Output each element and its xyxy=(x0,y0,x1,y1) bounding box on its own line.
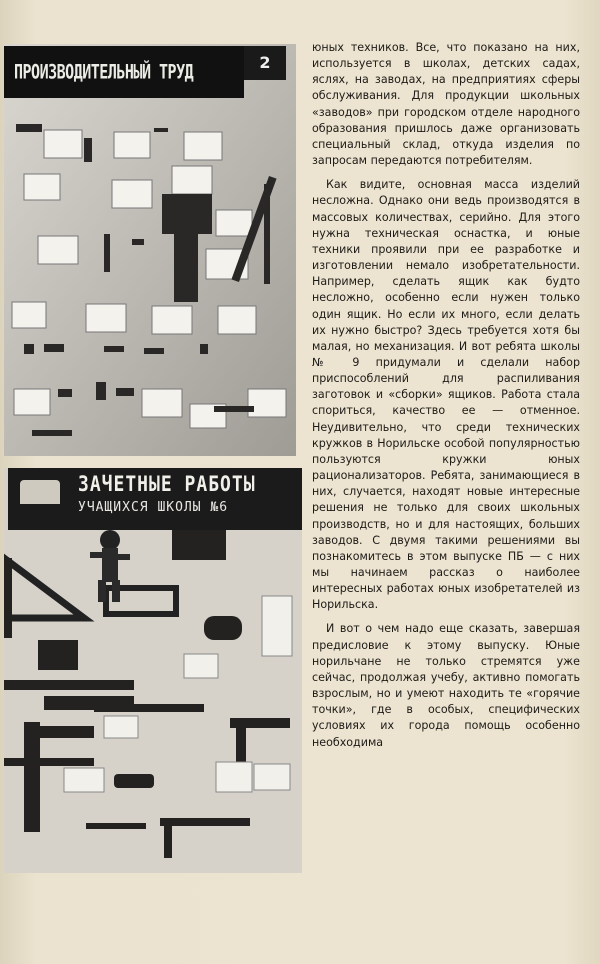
article-paragraph: юных техников. Все, что показано на них, используется в школах, детских садах, яслях, на заводах, на предприятиях сферы обслуживания. Для продукции школьных «заводов» при городском отделе народного образования пришлось даже организовать специальный склад, откуда изделия по запросам передаются потребителям. xyxy=(312,41,580,168)
banner-line1: ЗАЧЕТНЫЕ РАБОТЫ xyxy=(78,471,256,498)
article-paragraph: И вот о чем надо еще сказать, завершая предисловие к этому выпуску. Юные норильчане не только стремятся уже сейчас, продолжая учебу, активно помогать взрослым, но и умеют находить те «горячие точки», где в особых, специфических условиях их города помощь особенно необходима xyxy=(312,622,580,749)
banner-number: 2 xyxy=(244,46,286,80)
school-building-logo-icon xyxy=(20,480,60,504)
banner-school-works xyxy=(8,468,302,530)
article-text-column xyxy=(312,40,580,759)
photo-school-works-stand xyxy=(4,468,302,873)
banner-line2: УЧАЩИХСЯ ШКОЛЫ №6 xyxy=(78,500,229,515)
exhibit-board-illustration xyxy=(4,44,296,456)
article-paragraph: Как видите, основная масса изделий несложна. Однако они ведь производятся в массовых количествах, серийно. Для этого нужна техническая оснастка, и юные техники проявили при ее разработке и изготовлении немало изобретательности. Например, сделать ящик как будто несложно, особенно если нужен только один ящик. Но если их много, если делать их нужно быстро? Здесь требуется хотя бы малая, но механизация. И вот ребята школы № 9 придумали и сделали набор приспособлений для распиливания заготовок и «сборки» ящиков. Работа стала спориться, качество ее — отменное. Неудивительно, что среди технических кружков в Норильске особой популярностью пользуются кружки юных рационализаторов. Ребята, занимающиеся в них, случается, находят новые интересные решения не только для своих школьных производств, но и для настоящих, больших заводов. С двумя такими решениями вы познакомитесь в этом выпуске ПБ — с них мы начинаем рассказ о наиболее интересных работах юных изобретателей из Норильска. xyxy=(312,178,580,612)
banner-productive-labor: ПРОИЗВОДИТЕЛЬНЫЙ ТРУД xyxy=(4,46,244,98)
photo-productive-labor-stand xyxy=(4,44,296,456)
